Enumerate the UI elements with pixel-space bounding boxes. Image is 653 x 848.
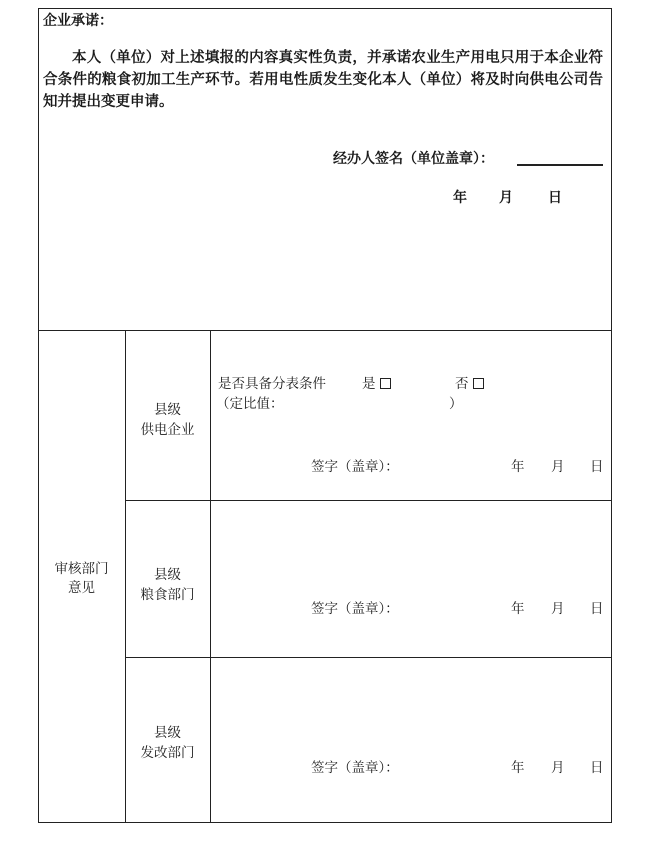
- meter-yes-option[interactable]: [362, 378, 391, 392]
- signature-label: 经办人签名（单位盖章）：: [333, 151, 494, 167]
- review-section-label-line2: 意见: [68, 580, 95, 596]
- ratio-close: ）: [449, 396, 463, 412]
- row1-day: 日: [590, 459, 604, 475]
- row2-day: 日: [590, 601, 604, 617]
- row1-month: 月: [551, 459, 565, 475]
- row3-month: 月: [551, 760, 565, 776]
- dept-label-ndrc-line2: 发改部门: [140, 745, 195, 761]
- commitment-heading: 企业承诺：: [43, 13, 113, 29]
- commitment-date-day: 日: [548, 190, 562, 206]
- dept-label-grain-line1: 县级: [154, 567, 181, 583]
- review-row-divider-2: [125, 657, 612, 658]
- row3-year: 年: [511, 760, 525, 776]
- review-row-divider-1: [125, 500, 612, 501]
- row2-sign-label: 签字（盖章）：: [311, 601, 399, 617]
- meter-question: 是否具备分表条件: [218, 376, 326, 392]
- meter-yes-label: 是: [362, 376, 376, 392]
- commitment-body: 本人（单位）对上述填报的内容真实性负责，并承诺农业生产用电只用于本企业符合条件的粮食初加工生产环节。若用电性质发生变化本人（单位）将及时向供电公司告知并提出变更申请。: [43, 49, 603, 110]
- dept-label-power: [125, 400, 210, 440]
- review-section-label-line1: 审核部门: [54, 561, 109, 577]
- row2-month: 月: [551, 601, 565, 617]
- review-col-divider-2: [210, 330, 211, 823]
- commitment-date-month: 月: [499, 190, 513, 206]
- row2-year: 年: [511, 601, 525, 617]
- review-section-label: [38, 560, 125, 598]
- dept-label-grain-line2: 粮食部门: [140, 587, 195, 603]
- row1-sign-label: 签字（盖章）：: [311, 459, 399, 475]
- dept-label-ndrc: [125, 723, 210, 763]
- row1-year: 年: [511, 459, 525, 475]
- dept-label-power-line1: 县级: [154, 402, 181, 418]
- meter-no-checkbox[interactable]: [473, 378, 484, 389]
- dept-label-ndrc-line1: 县级: [154, 725, 181, 741]
- meter-yes-checkbox[interactable]: [380, 378, 391, 389]
- ratio-label: （定比值：: [216, 396, 284, 412]
- signature-line[interactable]: [517, 164, 603, 166]
- commitment-date-year: 年: [453, 190, 467, 206]
- dept-label-grain: [125, 565, 210, 605]
- row3-day: 日: [590, 760, 604, 776]
- meter-no-option[interactable]: [455, 378, 484, 392]
- row3-sign-label: 签字（盖章）：: [311, 760, 399, 776]
- dept-label-power-line2: 供电企业: [140, 422, 195, 438]
- meter-no-label: 否: [455, 376, 469, 392]
